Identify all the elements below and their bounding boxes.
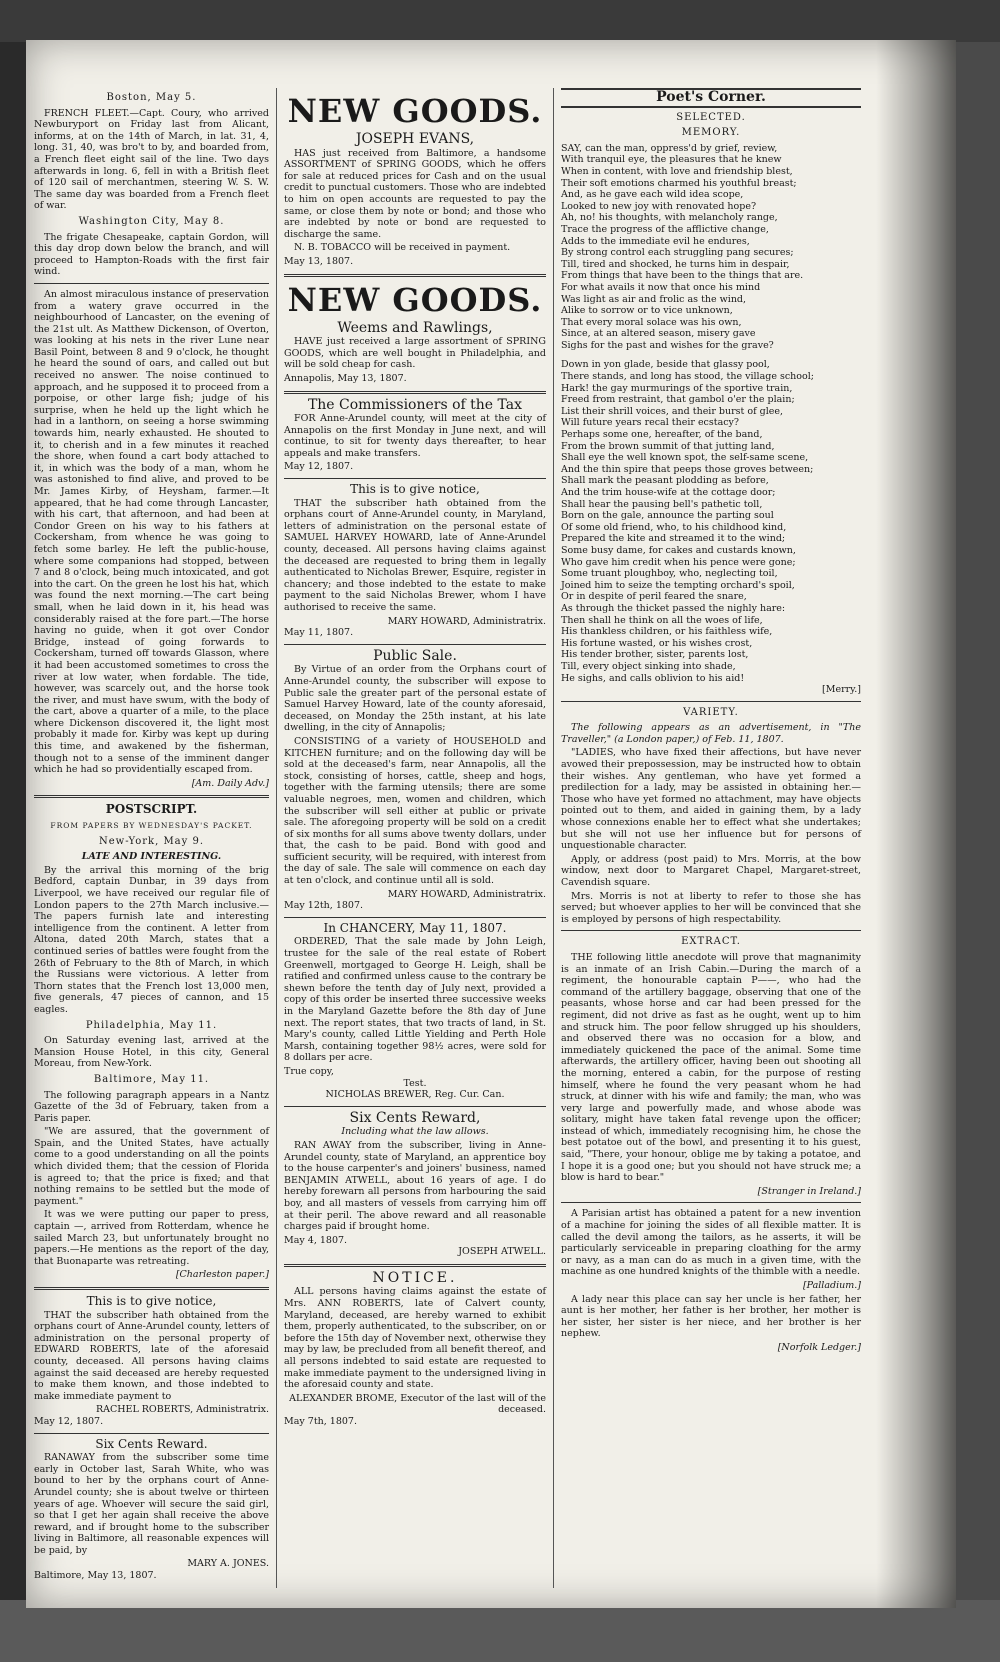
poem-signature: [Merry.] <box>822 684 861 696</box>
poem-line: Then shall he think on all the woes of life, <box>561 614 763 626</box>
poem-line: By strong control each struggling pang secures; <box>561 247 794 259</box>
sale-intro: By Virtue of an order from the Orphans court of Anne-Arundel county, the subscriber will expose to Public sale the greater part of the personal estate of Samuel Harvey Howard, late of the county aforesaid, deceased, on Monday the 25th instant, at his late dwelling, in the city of Annapolis; <box>284 664 546 734</box>
divider <box>34 1433 269 1434</box>
postscript-heading: POSTSCRIPT. <box>105 802 198 817</box>
dateline-baltimore: Baltimore, May 11. <box>93 1073 210 1085</box>
divider <box>284 917 546 918</box>
column-news <box>34 88 269 1582</box>
ad-merchant-name: Weems and Rawlings, <box>337 319 493 336</box>
divider <box>34 283 269 284</box>
divider <box>561 930 861 931</box>
poem-line: From things that have been to the things that are. <box>561 270 804 282</box>
poem-line: Or in despite of peril feared the snare, <box>561 591 747 603</box>
divider <box>561 701 861 702</box>
article-philadelphia: On Saturday evening last, arrived at the Mansion House Hotel, in this city, General Moreau, from New-York. <box>34 1035 269 1070</box>
divider <box>561 1202 861 1203</box>
late-interesting-heading: LATE AND INTERESTING. <box>81 851 222 863</box>
lady-article: A lady near this place can say her uncle is her father, her aunt is her mother, her father is her brother, her mother is her sister, her sister is her niece, and her brother is her nephew. <box>561 1293 861 1340</box>
poem-line: As through the thicket passed the nighly hare: <box>561 602 786 614</box>
binding-shadow <box>876 40 956 1608</box>
scan-border-bottom <box>0 1600 1000 1662</box>
sale-date: May 12th, 1807. <box>284 900 364 912</box>
poem-line: And the trim house-wife at the cottage door; <box>561 487 776 498</box>
article-french-fleet: FRENCH FLEET.—Capt. Coury, who arrived Newburyport on Friday last from Alicant, informs, at on the 14th of March, in lat. 31, 4, long. 31, 40, was bro't to by, and boarded from, a French fleet eight sail of the line. Two days afterwards in long. 6, fell in with a British fleet of 120 sail of merchantmen, steering W. S. W. The same day was boarded from a French fleet of war. <box>34 107 269 212</box>
poem-stanza-2 <box>561 359 861 684</box>
poem-line: And, as he gave each wild idea scope, <box>561 189 744 201</box>
chancery-heading: In CHANCERY, May 11, 1807. <box>323 920 507 935</box>
ad-nb: N. B. TOBACCO will be received in payment. <box>294 242 511 254</box>
poem-line: His tender brother, sister, parents lost, <box>561 649 749 661</box>
poem-line: That every moral solace was his own, <box>561 316 742 328</box>
poem-line: Shall eye the well known spot, the self-same scene, <box>561 452 809 464</box>
divider <box>34 1287 269 1290</box>
poem-title: MEMORY. <box>681 127 741 139</box>
ad-merchant-name: JOSEPH EVANS, <box>355 131 475 147</box>
notice2-signature: ALEXANDER BROME, Executor of the last will of the deceased. <box>289 1392 546 1416</box>
reward-date: Baltimore, May 13, 1807. <box>34 1570 157 1582</box>
poem-line: Freed from restraint, that gambol o'er the plain; <box>561 394 795 406</box>
poem-line: SAY, can the man, oppress'd by grief, review, <box>561 142 778 154</box>
poem-line: His fortune wasted, or his wishes crost, <box>561 637 753 649</box>
source-credit: [Norfolk Ledger.] <box>777 1341 861 1353</box>
poem-line: Joined him to seize the tempting orchard's spoil, <box>561 579 795 591</box>
poem-line: With tranquil eye, the pleasures that he knew <box>561 154 782 166</box>
poem-line: From the brown summit of that jutting land, <box>561 440 775 452</box>
column-rule <box>276 88 277 1588</box>
variety-heading: VARIETY. <box>683 706 739 718</box>
dateline-washington: Washington City, May 8. <box>78 215 225 227</box>
dateline-boston: Boston, May 5. <box>106 92 197 103</box>
poem-line: Will future years recal their ecstacy? <box>561 417 740 429</box>
reward-signature: JOSEPH ATWELL. <box>458 1246 546 1258</box>
notice-signature: MARY HOWARD, Administratrix. <box>387 615 546 627</box>
dateline-newyork: New-York, May 9. <box>98 835 205 847</box>
divider <box>284 1106 546 1107</box>
divider <box>284 274 546 277</box>
ad-title: NEW GOODS. <box>287 280 543 319</box>
scan-border-left <box>0 0 26 1662</box>
poem-line: Who gave him credit when his pence were gone; <box>561 556 796 568</box>
sale-signature: MARY HOWARD, Administratrix. <box>387 888 546 900</box>
poem-line: Ah, no! his thoughts, with melancholy range, <box>561 212 778 224</box>
chancery-signature: NICHOLAS BREWER, Reg. Cur. Can. <box>325 1089 505 1101</box>
article-baltimore-note: It was we were putting our paper to press, captain —, arrived from Rotterdam, whence he sailed March 23, but unfortunately brought no papers.—He mentions as the report of the day, that Buonaparte was retreating. <box>34 1209 269 1267</box>
poem-line: Born on the gale, announce the parting soul <box>561 510 774 522</box>
divider <box>284 644 546 645</box>
column-advertisements <box>284 88 546 1428</box>
poem-line: His thankless children, or his faithless wife, <box>561 626 773 638</box>
variety-body: "LADIES, who have fixed their affections, but have never avowed their prepossession, may be instructed how to obtain their wishes. Any gentleman, who have yet formed a predilection for a lady, may be assisted in obtaining her.—Those who have yet formed no attachment, may have objects pointed out to them, and aided in gaining them, by a lady whose connexions enable her to effect what she undertakes; but she will not use her influence but for persons of unquestionable character. <box>561 747 861 852</box>
poem-line: Perhaps some one, hereafter, of the band, <box>561 429 763 441</box>
source-credit: [Am. Daily Adv.] <box>191 777 269 789</box>
column-poetry-variety <box>561 88 861 1354</box>
poem-line: Trace the progress of the afflictive change, <box>561 223 769 235</box>
source-credit: [Charleston paper.] <box>175 1269 269 1281</box>
poem-line: Alike to sorrow or to vice unknown, <box>561 305 733 317</box>
selected-label: SELECTED. <box>676 111 746 123</box>
source-credit: [Stranger in Ireland.] <box>757 1185 861 1197</box>
poem-line: Sighs for the past and wishes for the grave? <box>561 339 774 351</box>
source-credit: [Palladium.] <box>802 1280 861 1291</box>
reward-heading: Six Cents Reward, <box>349 1109 481 1126</box>
notice2-body: ALL persons having claims against the estate of Mrs. ANN ROBERTS, late of Calvert county, Maryland, deceased, are hereby warned to exhibit them, properly authenticated, to the subscriber, on or before the 15th day of November next, otherwise they may by law, be precluded from all benefit thereof, and all persons indebted to said estate are requested to make immediate payment to the undersigned living in the aforesaid county and state. <box>284 1286 546 1391</box>
poem-line: For what avails it now that once his mind <box>561 281 761 293</box>
poets-corner-heading: Poet's Corner. <box>561 88 861 108</box>
tax-date: May 12, 1807. <box>284 461 354 473</box>
newspaper-page <box>26 40 956 1608</box>
ad-date: May 13, 1807. <box>284 255 354 267</box>
notice-heading: This is to give notice, <box>86 1294 217 1308</box>
chancery-body: ORDERED, That the sale made by John Leigh, trustee for the sale of the real estate of Robert Greenwell, mortgaged to George H. Leigh, shall be ratified and confirmed unless cause to the contrary be shewn before the tenth day of July next, provided a copy of this order be inserted three successive weeks in the Maryland Gazette before the 8th day of June next. The report states, that two tracts of land, in St. Mary's county, called Little Yielding and Perth Hole Marsh, containing together 98½ acres, were sold for 8 dollars per acre. <box>284 936 547 1064</box>
ad-body: HAVE just received a large assortment of SPRING GOODS, which are well bought in Philadelphia, and will be sold cheap for cash. <box>284 336 546 371</box>
postscript-subheading: FROM PAPERS BY WEDNESDAY'S PACKET. <box>50 821 253 831</box>
poem-line: Their soft emotions charmed his youthful breast; <box>561 177 797 189</box>
chancery-test: Test. <box>403 1077 427 1089</box>
notice-date: May 11, 1807. <box>284 627 354 639</box>
chancery-copy: True copy, <box>284 1065 334 1077</box>
ad-body: HAS just received from Baltimore, a handsome ASSORTMENT of SPRING GOODS, which he offers for sale at reduced prices for Cash and on the usual credit to punctual customers. Those who are indebted to him on open accounts are requested to pay the same, or close them by note or bond; and those who are indebted by note or bond are requested to discharge the same. <box>284 147 546 240</box>
variety-body-2: Apply, or address (post paid) to Mrs. Morris, at the bow window, next door to Margaret Chapel, Margaret-street, Cavendish square. <box>561 853 861 888</box>
ad-date: Annapolis, May 13, 1807. <box>284 372 407 384</box>
ad-title: NEW GOODS. <box>287 92 543 130</box>
poem-line: There stands, and long has stood, the village school; <box>561 371 814 383</box>
poem-line: Since, at an altered season, misery gave <box>561 328 756 340</box>
variety-body-3: Mrs. Morris is not at liberty to refer to those she has served; but whoever applies to her will be convinced that she is employed by persons of high respectability. <box>561 890 861 925</box>
sale-heading: Public Sale. <box>373 647 457 664</box>
notice-body: THAT the subscriber hath obtained from the orphans court of Anne-Arundel county, letters of administration on the personal property of EDWARD ROBERTS, late of the aforesaid county, deceased. All persons having claims against the said deceased are hereby requested to make them known, and those indebted to make immediate payment to <box>34 1309 269 1402</box>
poem-line: Adds to the immediate evil he endures, <box>561 235 750 247</box>
poem-line: And the thin spire that peeps those groves between; <box>561 463 814 475</box>
divider <box>284 391 546 394</box>
poem-line: When in content, with love and friendship blest, <box>561 165 793 177</box>
reward-body: RANAWAY from the subscriber some time early in October last, Sarah White, who was bound to her by the orphans court of Anne-Arundel county; she is about twelve or thirteen years of age. Whoever will secure the said girl, so that I get her again shall receive the above reward, and if brought home to the subscriber living in Baltimore, all reasonable expences will be paid, by <box>34 1452 269 1556</box>
divider <box>284 478 546 479</box>
extract-body: THE following little anecdote will prove that magnanimity is an inmate of an Irish Cabin.—During the march of a regiment, the honourable captain P——, who had the command of the artillery baggage, observing that one of the peasants, whose horse and car had been pressed for the regiment, did not drive as fast as he ought, went up to him and struck him. The poor fellow shrugged up his shoulders, and observed there was no occasion for a blow, and immediately quickened the pace of the animal. Some time afterwards, the artillery officer, having been out shooting all the morning, entered a cabin, for the purpose of resting himself, where he found the very peasant whom he had struck, at dinner with his wife and family; the man, who was very large and powerfully made, and whose abode was solitary, might have taken fatal revenge upon the officer; instead of which, immediately recognising him, he chose the best potatoe out of the bowl, and presenting it to his guest, said, "There, your honour, oblige me by taking a potatoe, and I hope it is a good one; but you should not have struck me; a blow is hard to bear." <box>561 951 861 1184</box>
tax-heading: The Commissioners of the Tax <box>307 396 523 413</box>
extract-heading: EXTRACT. <box>681 936 741 948</box>
article-newyork: By the arrival this morning of the brig Bedford, captain Dunbar, in 39 days from Liverpool, we have received our regular file of London papers to the 27th March inclusive.—The papers furnish late and interesting intelligence from the continent. A letter from Altona, dated 20th March, states that a continued series of battles were fought from the 26th of February to the 8th of March, in which the Russians were victorious. A letter from Thorn states that the French lost 13,000 men, five generals, 47 pieces of cannon, and 15 eagles. <box>34 864 269 1015</box>
poem-line: Shall mark the peasant plodding as before, <box>561 475 769 487</box>
divider <box>34 795 269 798</box>
poem-line: Hark! the gay murmurings of the sportive train, <box>561 382 793 394</box>
notice2-heading: NOTICE. <box>372 1269 458 1286</box>
notice-heading: This is to give notice, <box>350 482 480 497</box>
poem-line: Some truant ploughboy, who, neglecting toil, <box>561 568 778 580</box>
divider <box>284 1264 546 1267</box>
poem-line: He sighs, and calls oblivion to his aid! <box>561 672 745 684</box>
notice-body: THAT the subscriber hath obtained from the orphans court of Anne-Arundel county, in Maryland, letters of administration on the personal estate of SAMUEL HARVEY HOWARD, late of Anne-Arundel county, deceased. All persons having claims against the deceased are requested to bring them in legally authenticated to Nicholas Brewer, Esquire, register in chancery; and those indebted to the estate to make payment to the said Nicholas Brewer, whom I have authorised to receive the same. <box>284 497 546 613</box>
scan-border-top <box>0 0 1000 42</box>
column-rule <box>553 88 554 1588</box>
poem-line: Till, every object sinking into shade, <box>561 660 736 672</box>
poem-stanza-1 <box>561 143 861 352</box>
sale-body: CONSISTING of a variety of HOUSEHOLD and KITCHEN furniture; and on the following day will be sold at the deceased's farm, near Annapolis, all the stock, consisting of horses, cattle, sheep and hogs, together with the farming utensils; there are some valuable negroes, men, women and children, which the subscriber will sell either at public or private sale. The aforegoing property will be sold on a credit of six months for all sums above twenty dollars, under that, the cash to be paid. Bond with good and sufficient security, will be required, with interest from the day of sale. The sale will commence on each day at ten o'clock, and continue until all is sold. <box>284 735 546 887</box>
dateline-philadelphia: Philadelphia, May 11. <box>85 1019 218 1031</box>
reward-signature: MARY A. JONES. <box>187 1558 269 1570</box>
poem-line: Looked to new joy with renovated hope? <box>561 200 757 212</box>
article-chesapeake: The frigate Chesapeake, captain Gordon, will this day drop down below the branch, and will proceed to Hampton-Roads with the first fair wind. <box>34 231 269 278</box>
poem-line: Down in yon glade, beside that glassy pool, <box>561 359 770 371</box>
paris-article: A Parisian artist has obtained a patent for a new invention of a machine for joining the sides of all flexible matter. It is called the devil among the tailors, as he asserts, it will be particularly serviceable in preparing cloathing for the army or navy, as a man can do as much in a given time, with the machine as one hundred knights of the thimble with a needle. <box>561 1208 861 1278</box>
poem-line: Of some old friend, who, to his childhood kind, <box>561 521 787 533</box>
notice-signature: RACHEL ROBERTS, Administratrix. <box>95 1404 269 1416</box>
poem-line: List their shrill voices, and their burst of glee, <box>561 405 784 417</box>
article-baltimore: The following paragraph appears in a Nantz Gazette of the 3d of February, taken from a Paris paper. <box>34 1089 269 1124</box>
reward-date: May 4, 1807. <box>284 1234 348 1246</box>
notice2-date: May 7th, 1807. <box>284 1416 357 1427</box>
reward-heading: Six Cents Reward. <box>95 1436 208 1451</box>
poem-line: Shall hear the pausing bell's pathetic toll, <box>561 498 763 510</box>
reward-subheading: Including what the law allows. <box>341 1126 489 1138</box>
poem-line: Till, tired and shocked, he turns him in despair, <box>561 258 790 270</box>
article-preservation: An almost miraculous instance of preservation from a watery grave occurred in the neighbourhood of Lancaster, on the evening of the 21st ult. As Matthew Dickenson, of Overton, was looking at his nets in the river Lune near Basil Point, between 8 and 9 o'clock, he thought he heard the sound of oars, and called out but received no answer. The noise continued to approach, and he supposed it to proceed from a porpoise, or other large fish; judge of his surprise, when he held up the light which he had in a lanthorn, on seeing a horse swimming towards him, nearly exhausted. He shouted to it, to cherish and in a few minutes it reached the shore, when found a cart body attached to it, in which was the body of a man, whom he was astonished to find alive, and proved to be Mr. James Kirby, of Heysham, farmer.—It appeared, that he had come through Lancaster, with his cart, that afternoon, and had been at Condor Green on his way to his fathers at Cockersham, from whence he was going to fetch some barley. He left the public-house, where some companions had stopped, between 7 and 8 o'clock, being much intoxicated, and got into the cart. On the green he lost his hat, which was found the next morning.—The cart being small, when he laid down in it, his head was considerably raised at the fore part.—The horse having no guide, when it got over Condor Bridge, instead of going forwards to Cockersham, turned off towards Glasson, where it had been accustomed sometimes to cross the river at low water, when fordable. The tide, however, was scarcely out, and the horse took the river, and must have swum, with the body of the cart, above a quarter of a mile, to the place where Dickenson discovered it, the light most probably it made for. Kirby was kept up during this time, and awakened by the fisherman, though not to a sense of the imminent danger which he had so providentially escaped from. <box>34 288 269 776</box>
tax-body: FOR Anne-Arundel county, will meet at the city of Annapolis on the first Monday in June next, and will continue, to sit for twenty days thereafter, to hear appeals and make transfers. <box>284 413 546 459</box>
article-baltimore-quote: "We are assured, that the government of Spain, and the United States, have actually come to a good understanding on all the points which divided them; that the cession of Florida is agreed to; that the price is fixed; and that nothing remains to be settled but the mode of payment." <box>34 1126 269 1207</box>
poem-line: Was light as air and frolic as the wind, <box>561 293 747 305</box>
notice-date: May 12, 1807. <box>34 1415 104 1427</box>
variety-intro: The following appears as an advertisement, in "The Traveller," (a London paper,) of Feb. 11, 1807. <box>561 722 861 745</box>
poem-line: Some busy dame, for cakes and custards known, <box>561 544 796 556</box>
poem-line: Prepared the kite and streamed it to the wind; <box>561 533 786 545</box>
reward-body: RAN AWAY from the subscriber, living in Anne-Arundel county, state of Maryland, an apprentice boy to the house carpenter's and joiners' business, named BENJAMIN ATWELL, about 16 years of age. I do hereby forewarn all persons from harbouring the said boy, and all masters of vessels from carrying him off at their peril. The above reward and all reasonable charges paid if brought home. <box>284 1139 546 1233</box>
